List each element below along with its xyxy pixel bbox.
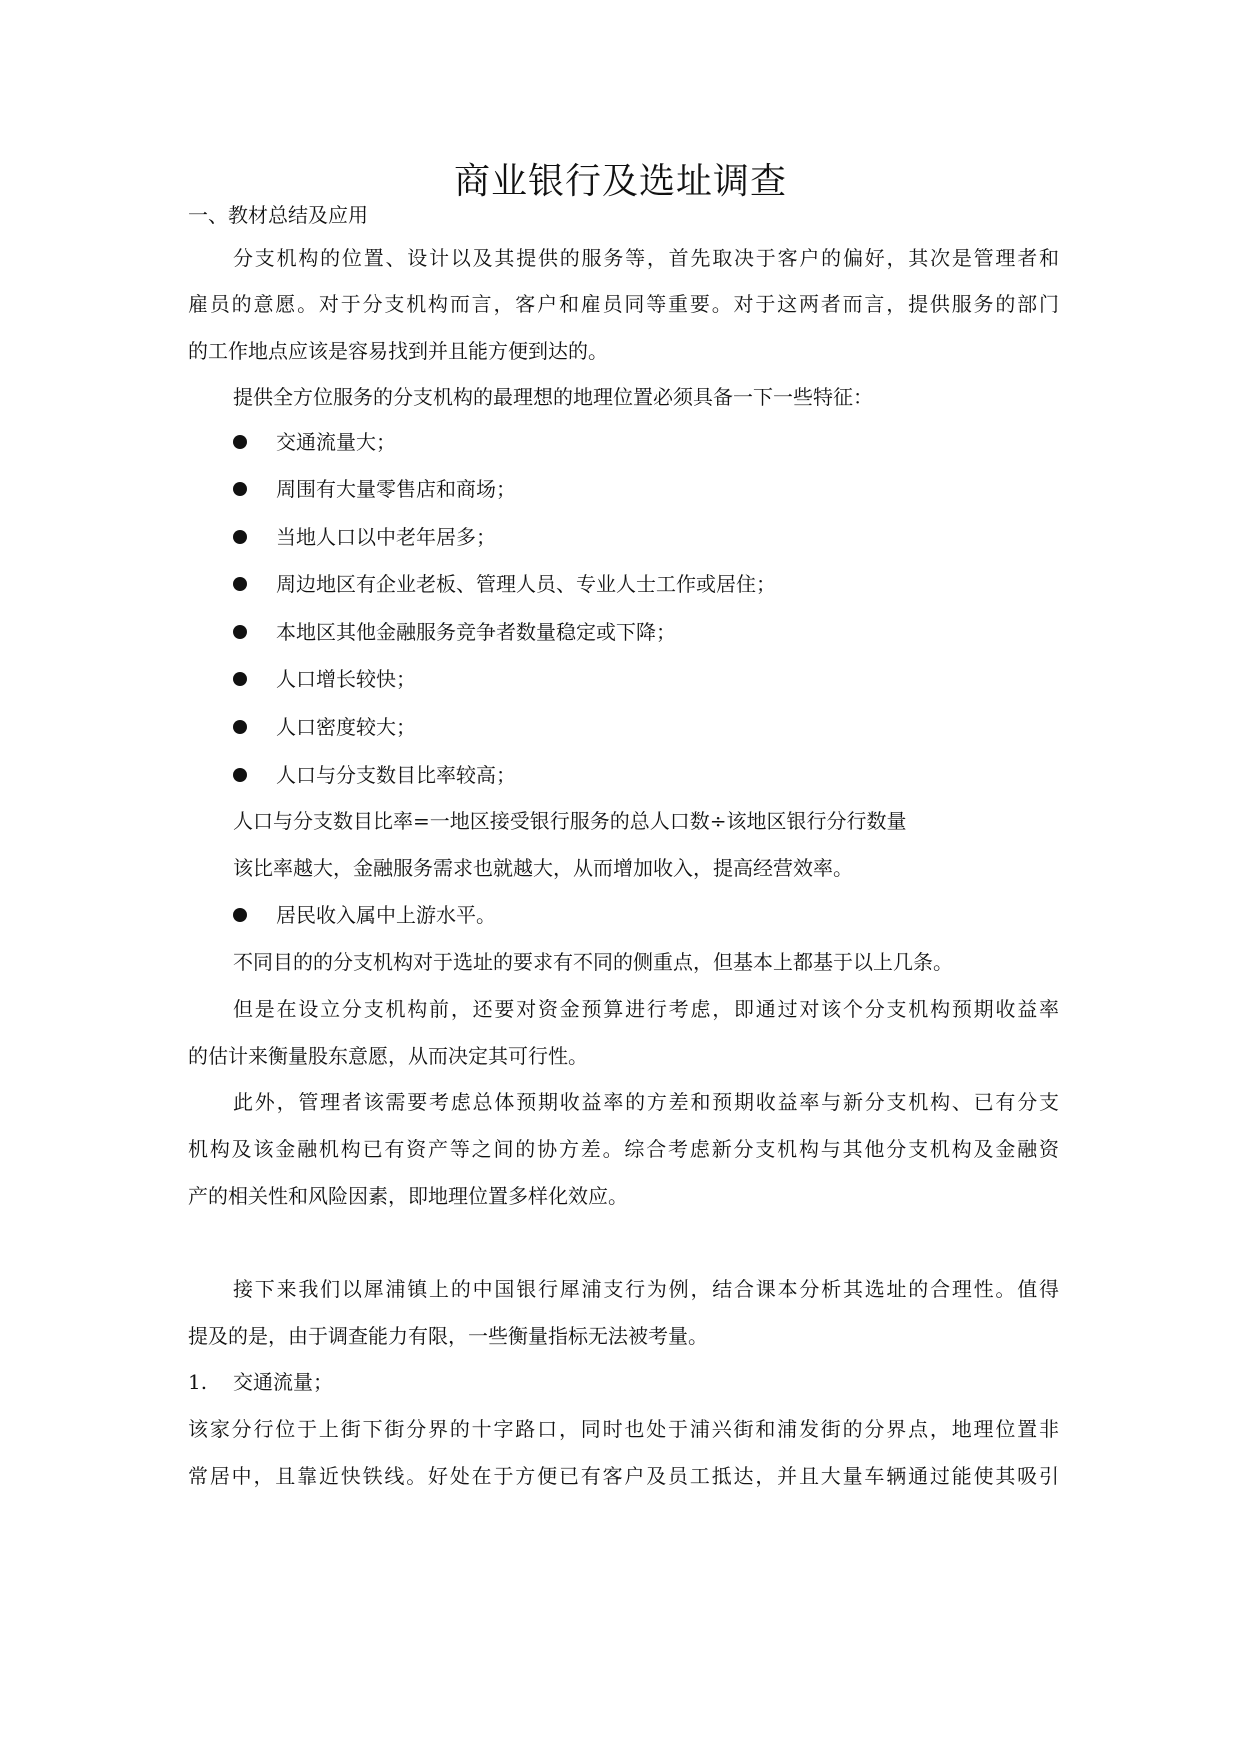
paragraph-line: 接下来我们以犀浦镇上的中国银行犀浦支行为例，结合课本分析其选址的合理性。值得 [233,1277,1059,1301]
bullet-icon [233,908,247,922]
bullet-icon [233,435,247,449]
list-item: 周边地区有企业老板、管理人员、专业人士工作或居住； [276,572,776,596]
paragraph-line: 此外，管理者该需要考虑总体预期收益率的方差和预期收益率与新分支机构、已有分支 [233,1090,1059,1114]
list-item: 人口增长较快； [276,667,416,691]
list-item: 人口密度较大； [276,715,416,739]
paragraph-line: 不同目的的分支机构对于选址的要求有不同的侧重点，但基本上都基于以上几条。 [233,950,953,974]
paragraph-line: 常居中，且靠近快铁线。好处在于方便已有客户及员工抵达，并且大量车辆通过能使其吸引 [188,1464,1059,1488]
paragraph-line: 分支机构的位置、设计以及其提供的服务等，首先取决于客户的偏好，其次是管理者和 [233,246,1059,270]
paragraph-line: 但是在设立分支机构前，还要对资金预算进行考虑，即通过对该个分支机构预期收益率 [233,997,1059,1021]
bullet-icon [233,482,247,496]
bullet-icon [233,625,247,639]
paragraph-line: 机构及该金融机构已有资产等之间的协方差。综合考虑新分支机构与其他分支机构及金融资 [188,1137,1059,1161]
list-item: 居民收入属中上游水平。 [276,903,496,927]
list-item: 交通流量大； [276,430,396,454]
paragraph-line: 该比率越大，金融服务需求也就越大，从而增加收入，提高经营效率。 [233,856,853,880]
item-number: 1. [188,1370,208,1394]
page-title: 商业银行及选址调查 [453,161,787,202]
item-heading: 交通流量； [233,1370,333,1394]
formula-line: 人口与分支数目比率=一地区接受银行服务的总人口数÷该地区银行分行数量 [233,809,907,833]
bullet-icon [233,530,247,544]
bullet-icon [233,672,247,686]
paragraph-line: 该家分行位于上街下街分界的十字路口，同时也处于浦兴街和浦发街的分界点，地理位置非 [188,1417,1059,1441]
list-item: 人口与分支数目比率较高； [276,763,516,787]
section-heading: 一、教材总结及应用 [188,203,368,227]
paragraph-line: 雇员的意愿。对于分支机构而言，客户和雇员同等重要。对于这两者而言，提供服务的部门 [188,292,1059,316]
bullet-icon [233,577,247,591]
paragraph-line: 提供全方位服务的分支机构的最理想的地理位置必须具备一下一些特征： [233,385,873,409]
paragraph-line: 产的相关性和风险因素，即地理位置多样化效应。 [188,1184,628,1208]
list-item: 周围有大量零售店和商场； [276,477,516,501]
bullet-icon [233,720,247,734]
bullet-icon [233,768,247,782]
paragraph-line: 的估计来衡量股东意愿，从而决定其可行性。 [188,1044,588,1068]
paragraph-line: 的工作地点应该是容易找到并且能方便到达的。 [188,339,608,363]
paragraph-line: 提及的是，由于调查能力有限，一些衡量指标无法被考量。 [188,1324,708,1348]
list-item: 本地区其他金融服务竞争者数量稳定或下降； [276,620,676,644]
list-item: 当地人口以中老年居多； [276,525,496,549]
